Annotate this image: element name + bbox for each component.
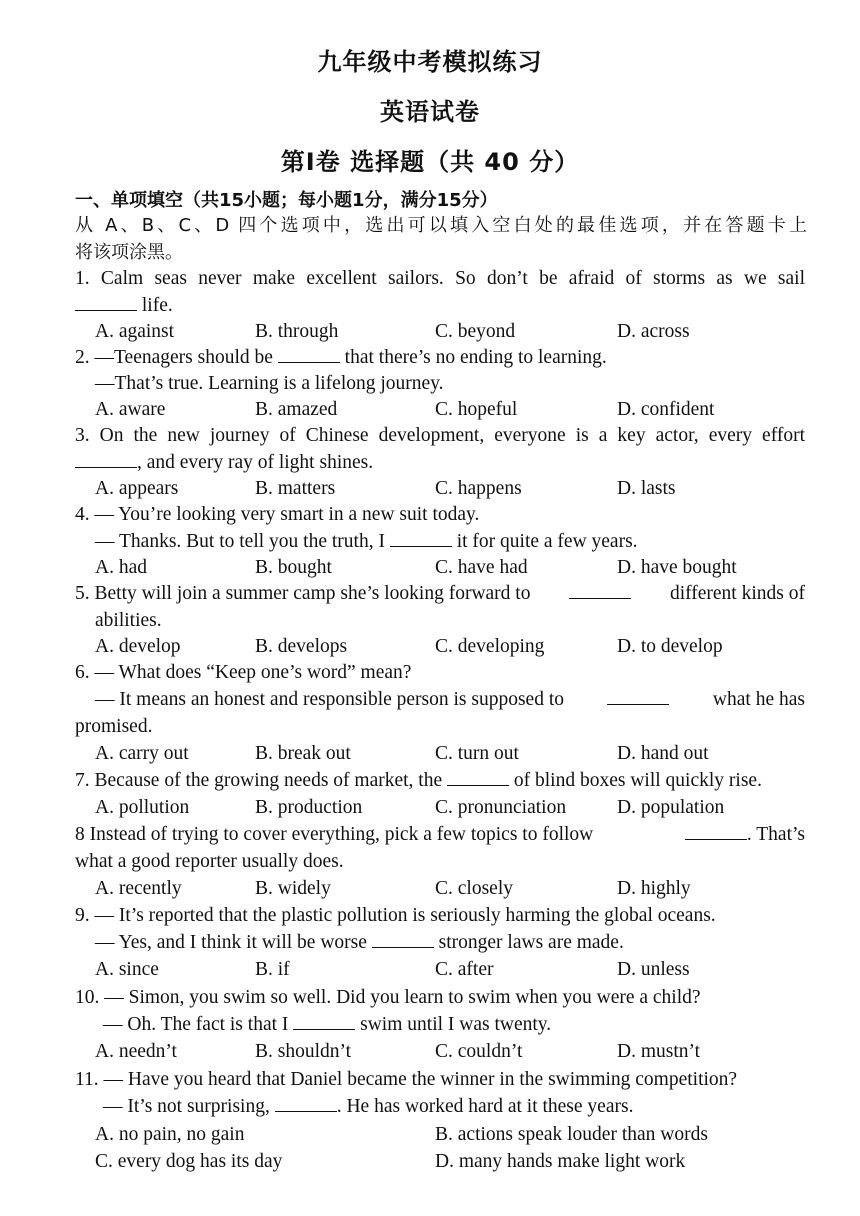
- question-4-line-1: 4. — You’re looking very smart in a new suit today.: [75, 504, 480, 525]
- instruction-line-2: 将该项涂黑。: [75, 242, 183, 263]
- question-7-line-1: 7. Because of the growing needs of market, the of blind boxes will quickly rise.: [75, 767, 762, 794]
- question-6-options: [95, 740, 860, 767]
- question-11-options-row-2: [95, 1148, 860, 1175]
- option-a: A. no pain, no gain: [95, 1124, 245, 1145]
- option-a: A. needn’t: [95, 1041, 177, 1062]
- option-d: D. lasts: [617, 478, 676, 499]
- option-a: A. aware: [95, 399, 166, 420]
- question-8-line-1: 8 Instead of trying to cover everything, pick a few topics to follow . That’s: [75, 821, 805, 848]
- question-5-line-2: abilities.: [95, 610, 162, 631]
- option-c: C. hopeful: [435, 399, 518, 420]
- question-2-line-2: —That’s true. Learning is a lifelong journey.: [95, 373, 444, 394]
- option-d: D. highly: [617, 878, 691, 899]
- option-c: C. closely: [435, 878, 513, 899]
- option-d: D. hand out: [617, 743, 709, 764]
- option-c: C. developing: [435, 636, 545, 657]
- question-2-line-1: 2. —Teenagers should be that there’s no ending to learning.: [75, 344, 607, 371]
- answer-blank: [390, 528, 452, 547]
- question-11-line-1: 11. — Have you heard that Daniel became the winner in the swimming competition?: [75, 1069, 738, 1090]
- option-c: C. couldn’t: [435, 1041, 523, 1062]
- option-b: B. bought: [255, 557, 332, 578]
- question-1-line-2: life.: [75, 292, 173, 319]
- option-b: B. production: [255, 797, 363, 818]
- option-c: C. beyond: [435, 321, 516, 342]
- option-d: D. mustn’t: [617, 1041, 701, 1062]
- question-9-options: [95, 956, 860, 983]
- question-8-line-2: what a good reporter usually does.: [75, 851, 344, 872]
- option-c: C. have had: [435, 557, 528, 578]
- question-10-options: [95, 1038, 860, 1065]
- question-3-line-2: , and every ray of light shines.: [75, 449, 373, 476]
- option-c: C. pronunciation: [435, 797, 567, 818]
- answer-blank: [569, 580, 631, 599]
- option-a: A. carry out: [95, 743, 189, 764]
- question-8-options: [95, 875, 860, 902]
- option-d: D. population: [617, 797, 725, 818]
- question-11-options-row-1: [95, 1121, 860, 1148]
- option-a: A. recently: [95, 878, 182, 899]
- question-1-line-1: 1. Calm seas never make excellent sailors. So don’t be afraid of storms as we sail: [75, 268, 805, 289]
- option-c: C. happens: [435, 478, 522, 499]
- answer-blank: [75, 449, 137, 468]
- option-b: B. shouldn’t: [255, 1041, 352, 1062]
- option-d: D. many hands make light work: [435, 1151, 686, 1172]
- option-a: A. against: [95, 321, 175, 342]
- option-a: A. since: [95, 959, 159, 980]
- option-a: A. had: [95, 557, 147, 578]
- section-instructions: [75, 212, 807, 266]
- option-a: A. appears: [95, 478, 179, 499]
- option-c: C. every dog has its day: [95, 1151, 283, 1172]
- question-9-line-2: — Yes, and I think it will be worse stronger laws are made.: [95, 929, 624, 956]
- instruction-line-1: 从 A、B、C、D 四个选项中，选出可以填入空白处的最佳选项，并在答题卡上: [75, 215, 807, 236]
- option-c: C. after: [435, 959, 494, 980]
- section-heading: 一、单项填空（共15小题；每小题1分，满分15分）: [75, 190, 498, 211]
- option-c: C. turn out: [435, 743, 519, 764]
- answer-blank: [685, 821, 747, 840]
- question-3-line-1: 3. On the new journey of Chinese development, everyone is a key actor, every effort: [75, 425, 805, 446]
- option-d: D. have bought: [617, 557, 737, 578]
- answer-blank: [607, 686, 669, 705]
- question-1-options: [95, 318, 860, 345]
- option-d: D. across: [617, 321, 690, 342]
- option-b: B. if: [255, 959, 290, 980]
- question-7-options: [95, 794, 860, 821]
- option-b: B. actions speak louder than words: [435, 1124, 708, 1145]
- answer-blank: [275, 1093, 337, 1112]
- option-b: B. matters: [255, 478, 336, 499]
- option-d: D. to develop: [617, 636, 723, 657]
- option-b: B. through: [255, 321, 339, 342]
- question-5-line-1: 5. Betty will join a summer camp she’s looking forward to different kinds of: [75, 580, 805, 607]
- question-6-line-2: — It means an honest and responsible person is supposed to what he has: [95, 686, 805, 713]
- question-10-line-2: — Oh. The fact is that I swim until I was twenty.: [103, 1011, 551, 1038]
- option-d: D. confident: [617, 399, 715, 420]
- option-b: B. break out: [255, 743, 351, 764]
- question-11-line-2: — It’s not surprising, . He has worked hard at it these years.: [103, 1093, 633, 1120]
- answer-blank: [372, 929, 434, 948]
- question-3-options: [95, 475, 860, 502]
- question-10-line-1: 10. — Simon, you swim so well. Did you learn to swim when you were a child?: [75, 987, 701, 1008]
- question-2-options: [95, 396, 860, 423]
- subject-title: 英语试卷: [380, 98, 480, 126]
- option-a: A. develop: [95, 636, 181, 657]
- question-6-line-3: promised.: [75, 716, 153, 737]
- answer-blank: [293, 1011, 355, 1030]
- question-6-line-1: 6. — What does “Keep one’s word” mean?: [75, 662, 412, 683]
- option-b: B. amazed: [255, 399, 338, 420]
- answer-blank: [75, 292, 137, 311]
- answer-blank: [278, 344, 340, 363]
- question-4-line-2: — Thanks. But to tell you the truth, I it for quite a few years.: [95, 528, 638, 555]
- answer-blank: [447, 767, 509, 786]
- option-b: B. widely: [255, 878, 331, 899]
- part-title: 第Ⅰ卷 选择题（共 40 分）: [280, 148, 580, 176]
- exam-title: 九年级中考模拟练习: [317, 48, 543, 76]
- option-b: B. develops: [255, 636, 348, 657]
- option-a: A. pollution: [95, 797, 190, 818]
- question-9-line-1: 9. — It’s reported that the plastic pollution is seriously harming the global oceans.: [75, 905, 716, 926]
- question-5-options: [95, 633, 860, 660]
- option-d: D. unless: [617, 959, 690, 980]
- question-4-options: [95, 554, 860, 581]
